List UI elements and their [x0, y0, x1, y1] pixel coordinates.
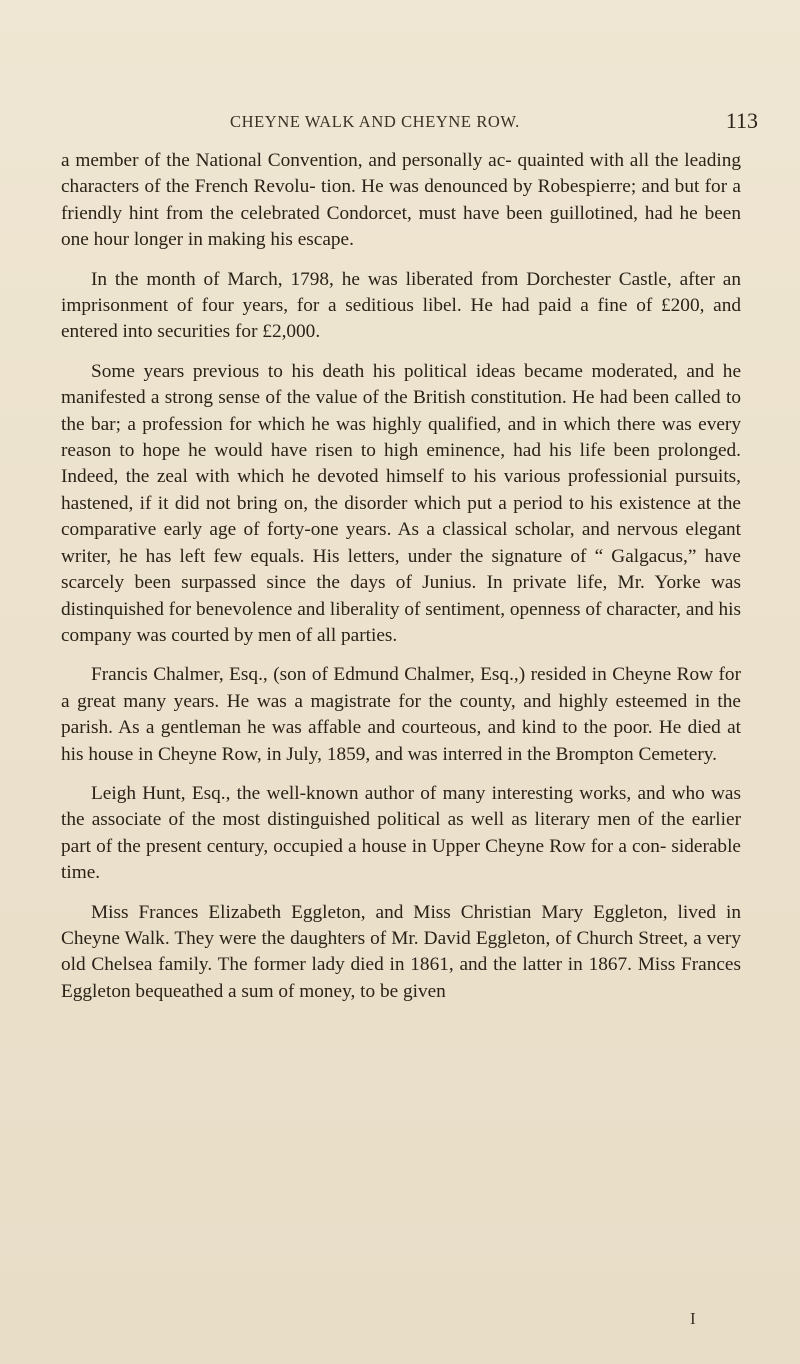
paragraph-4: Francis Chalmer, Esq., (son of Edmund Chalmer, Esq.,) resided in Cheyne Row for a great many years. He was a magistrate for the county, and highly esteemed in the parish. As a gentleman he was affable and courteous, and kind to the poor. He died at his house in Cheyne Row, in July, 1859, and was interred in the Brompton Cemetery. [61, 664, 741, 765]
body-text [61, 148, 741, 1005]
paragraph-3: Some years previous to his death his political ideas became moderated, and he manifested a strong sense of the value of the British constitution. He had been called to the bar; a profession for which he was highly qualified, and in which there was every reason to hope he would have risen to high eminence, had his life been prolonged. Indeed, the zeal with which he devoted himself to his various professionial pursuits, hastened, if it did not bring on, the disorder which put a period to his existence at the comparative early age of forty-one years. As a classical scholar, and nervous elegant writer, he has left few equals. His letters, under the signature of “ Galgacus,” have scarcely been surpassed since the days of Junius. In private life, Mr. Yorke was distinquished for benevolence and liberality of sentiment, openness of character, and his company was courted by men of all parties. [61, 360, 741, 646]
page-header [60, 108, 760, 138]
paragraph-1: a member of the National Convention, and personally ac- quainted with all the leading characters of the French Revolu- tion. He was denounced by Robespierre; and but for a friendly hint from the celebrated Condorcet, must have been guillotined, had he been one hour longer in making his escape. [61, 150, 741, 251]
paragraph-6: Miss Frances Elizabeth Eggleton, and Miss Christian Mary Eggleton, lived in Cheyne Walk. They were the daughters of Mr. David Eggleton, of Church Street, a very old Chelsea family. The former lady died in 1861, and the latter in 1867. Miss Frances Eggleton bequeathed a sum of money, to be given [61, 901, 741, 1002]
paragraph-2: In the month of March, 1798, he was liberated from Dorchester Castle, after an imprisonment of four years, for a seditious libel. He had paid a fine of £200, and entered into securities for £2,000. [61, 268, 741, 343]
signature-mark: I [690, 1309, 696, 1328]
paragraph-5: Leigh Hunt, Esq., the well-known author of many interesting works, and who was the associate of the most distinguished political as well as literary men of the earlier part of the present century, occupied a house in Upper Cheyne Row for a con- siderable time. [61, 782, 741, 884]
running-head: CHEYNE WALK AND CHEYNE ROW. [230, 112, 520, 131]
page-number: 113 [725, 108, 758, 133]
